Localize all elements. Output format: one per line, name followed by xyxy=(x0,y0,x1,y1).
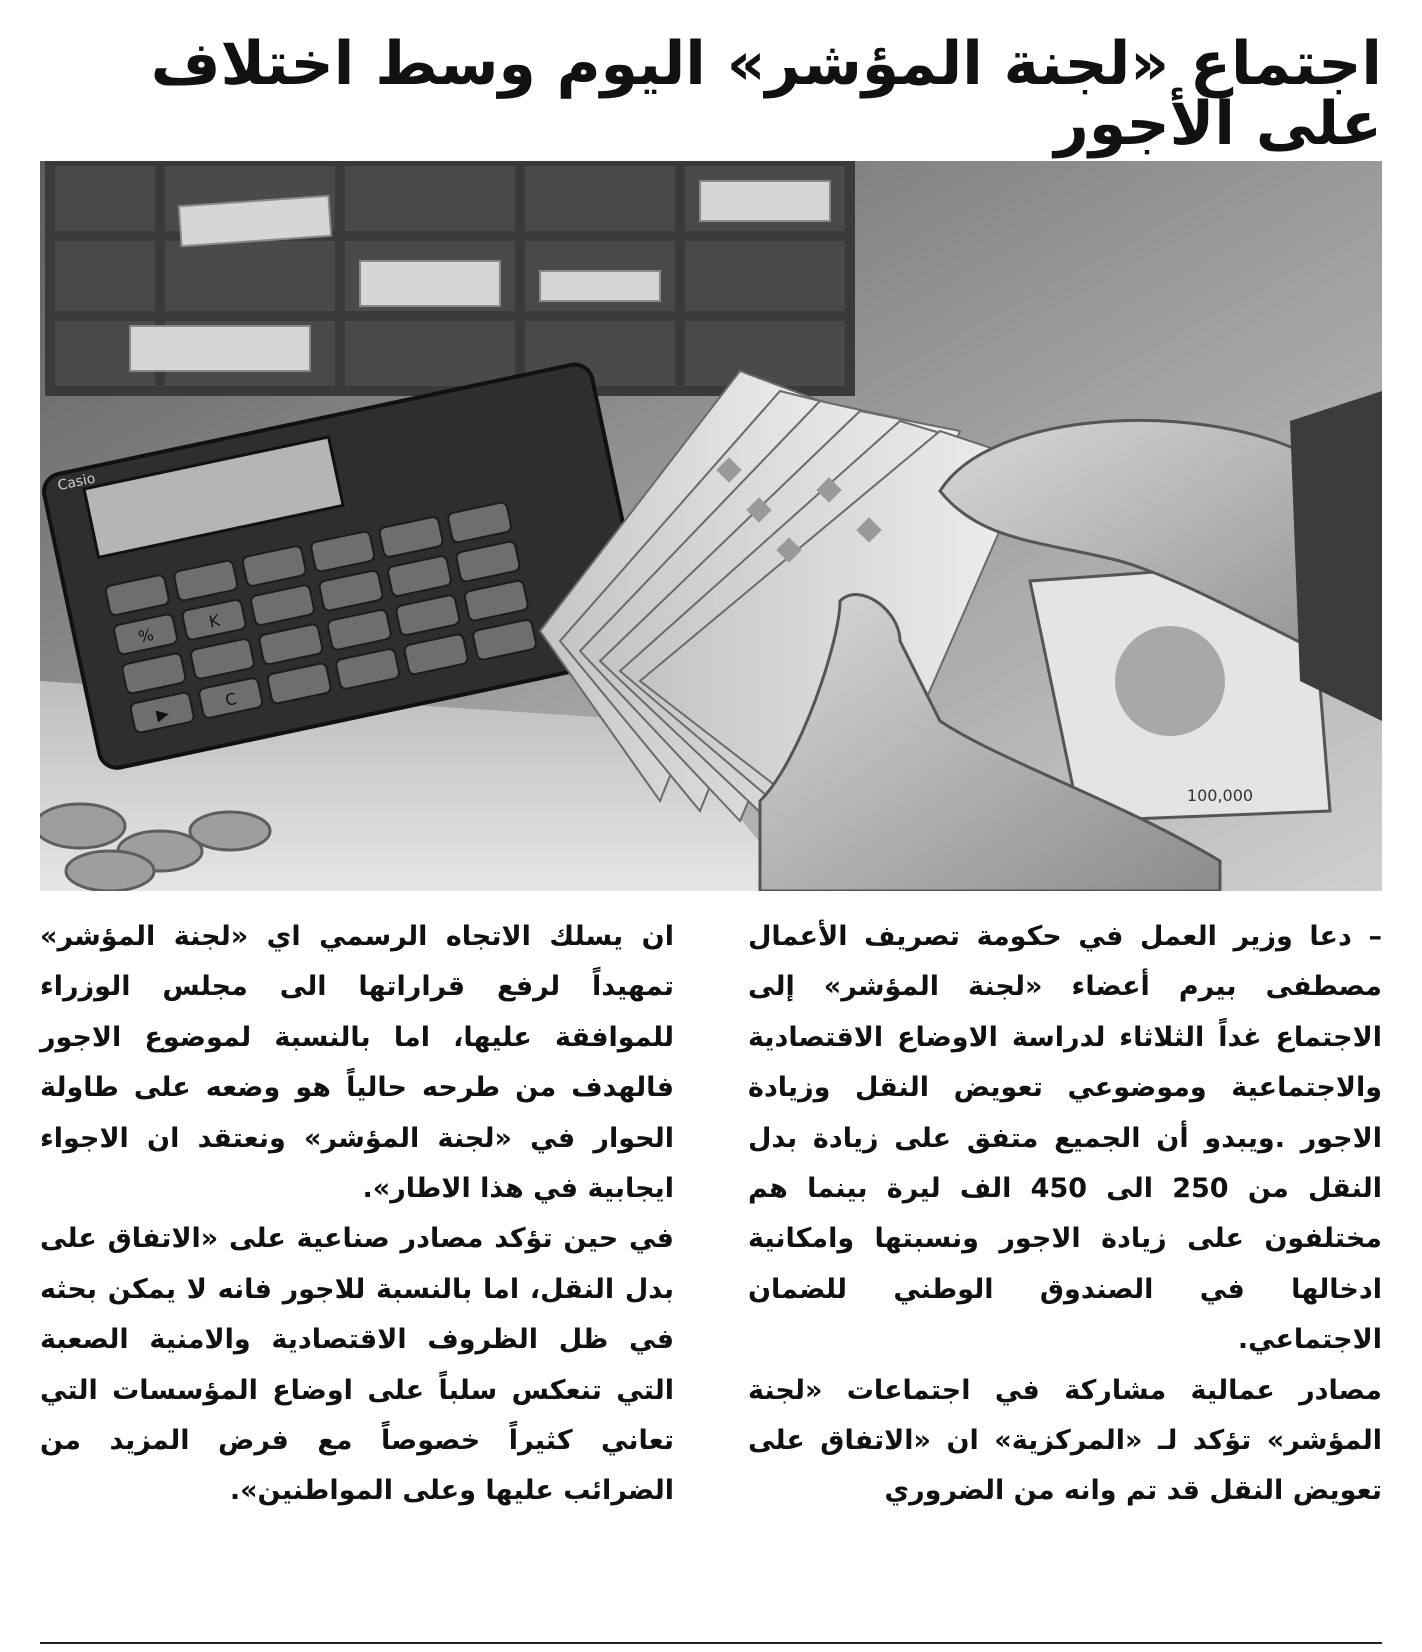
article-column-right xyxy=(748,912,1382,1517)
article-photo xyxy=(40,161,1382,891)
sleeve xyxy=(1290,391,1382,721)
bottom-rule xyxy=(40,1642,1382,1644)
article-column-left xyxy=(40,912,674,1517)
key-percent: % xyxy=(136,624,156,647)
key-c: C xyxy=(223,689,239,710)
key-arrow: ▶ xyxy=(154,703,171,725)
banknote-value: 100,000 xyxy=(1186,786,1254,805)
paragraph: في حين تؤكد مصادر صناعية على «الاتفاق على بدل النقل، اما بالنسبة للاجور فانه لا يمكن بحثه في ظل الظروف الاقتصادية والامنية الصعبة التي تنعكس سلباً على اوضاع المؤسسات التي تعاني كثيراً خصوصاً مع فرض المزيد من الضرائب عليها وعلى المواطنين». xyxy=(40,1223,674,1507)
paragraph: مصادر عمالية مشاركة في اجتماعات «لجنة المؤشر» تؤكد لـ «المركزية» ان «الاتفاق على تعويض النقل قد تم وانه من الضروري xyxy=(748,1374,1382,1507)
paragraph: ان يسلك الاتجاه الرسمي اي «لجنة المؤشر» تمهيداً لرفع قراراتها الى مجلس الوزراء للموافقة عليها، اما بالنسبة لموضوع الاجور فالهدف من طرحه حالياً هو وضعه على طاولة الحوار في «لجنة المؤشر» ونعتقد ان الاجواء ايجابية في هذا الاطار». xyxy=(40,921,674,1205)
money-counting-photo xyxy=(40,161,1382,891)
paragraph: – دعا وزير العمل في حكومة تصريف الأعمال مصطفى بيرم أعضاء «لجنة المؤشر» إلى الاجتماع غداً الثلاثاء لدراسة الاوضاع الاقتصادية والاجتماعية وموضوعي تعويض النقل وزيادة الاجور .ويبدو أن الجميع متفق على زيادة بدل النقل من 250 الى 450 الف ليرة بينما هم مختلفون على زيادة الاجور ونسبتها وامكانية ادخالها في الصندوق الوطني للضمان الاجتماعي. xyxy=(748,921,1383,1356)
headline: اجتماع «لجنة المؤشر» اليوم وسط اختلاف على الأجور xyxy=(150,29,1382,159)
key-k: K xyxy=(207,610,222,632)
calculator-brand: Casio xyxy=(56,470,97,495)
